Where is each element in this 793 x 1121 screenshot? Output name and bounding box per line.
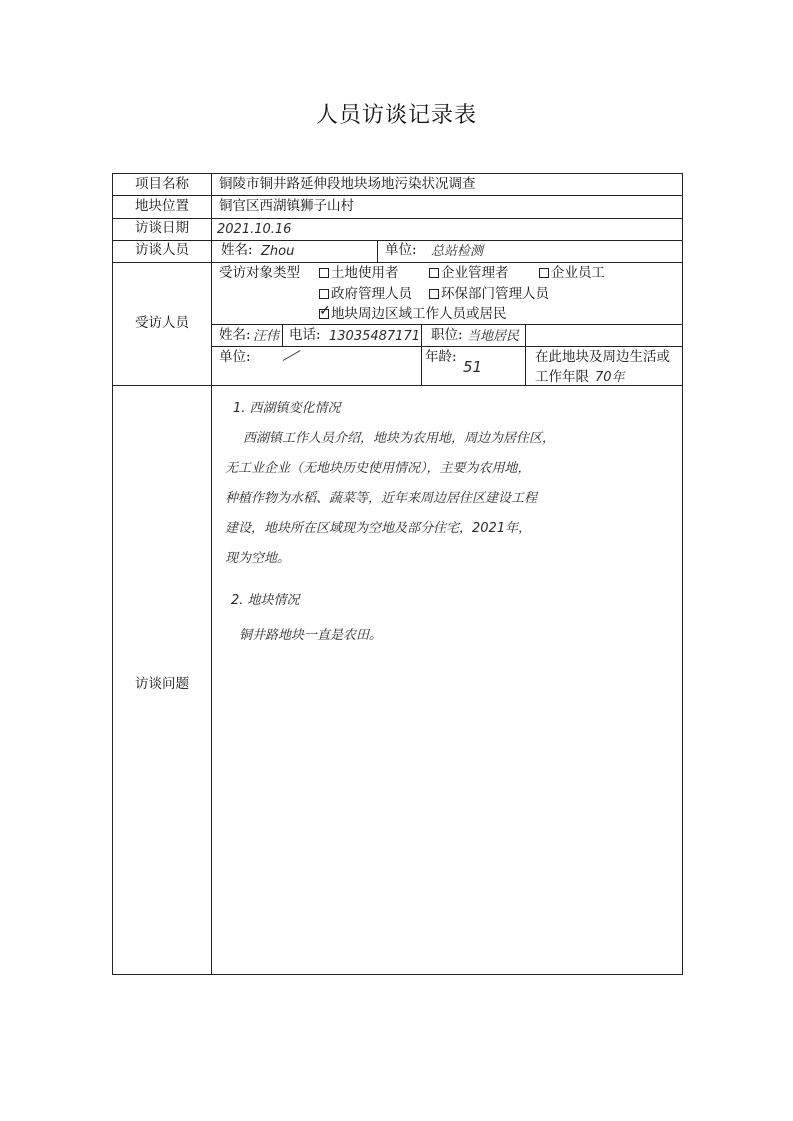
notes-line-8: 铜井路地块一直是农田。: [239, 628, 383, 643]
project-name-value: 铜陵市铜井路延伸段地块场地污染状况调查: [219, 176, 476, 192]
notes-line-2: 西湖镇工作人员介绍，地块为农用地，周边为居住区，: [243, 431, 556, 446]
years-value: 70年: [595, 370, 625, 385]
interviewee-name-value: 汪伟: [253, 329, 280, 344]
option-environmental-staff: 环保部门管理人员: [429, 288, 549, 302]
notes-line-7: 2. 地块情况: [231, 593, 300, 608]
interviewee-phone-label: 电话:: [289, 327, 321, 343]
interviewer-unit-label: 单位:: [385, 242, 417, 258]
option-government-staff: 政府管理人员: [319, 288, 412, 302]
interviewee-type-label: 受访对象类型: [219, 265, 300, 281]
option-nearby-resident: ✓地块周边区域工作人员或居民: [319, 308, 507, 322]
notes-line-5: 建设，地块所在区域现为空地及部分住宅，2021年，: [225, 521, 532, 536]
interviewee-name-label: 姓名:: [219, 327, 251, 343]
checkbox-icon[interactable]: [319, 268, 329, 278]
notes-line-1: 1. 西湖镇变化情况: [233, 401, 341, 416]
location-label: 地块位置: [135, 198, 189, 214]
date-value: 2021.10.16: [217, 222, 292, 237]
option-enterprise-manager: 企业管理者: [429, 267, 509, 281]
option-land-user: 土地使用者: [319, 267, 399, 281]
years-label-line2: 工作年限: [535, 369, 589, 385]
notes-line-3: 无工业企业（无地块历史使用情况），主要为农用地，: [225, 461, 531, 476]
checkbox-icon[interactable]: [429, 289, 439, 299]
interviewee-position-value: 当地居民: [467, 329, 520, 344]
checkbox-icon[interactable]: [319, 289, 329, 299]
notes-line-6: 现为空地。: [225, 551, 291, 566]
page-title: 人员访谈记录表: [315, 103, 477, 128]
interviewee-label: 受访人员: [135, 315, 189, 331]
interviewee-unit-label: 单位:: [219, 349, 251, 365]
notes-line-4: 种植作物为水稻、蔬菜等，近年来周边居住区建设工程: [225, 491, 538, 506]
checkbox-icon[interactable]: [539, 268, 549, 278]
years-label-line1: 在此地块及周边生活或: [535, 349, 670, 365]
interview-record-table: [112, 173, 683, 975]
option-enterprise-employee: 企业员工: [539, 267, 605, 281]
date-label: 访谈日期: [135, 220, 189, 236]
interviewer-label: 访谈人员: [135, 242, 189, 258]
interviewer-name-value: Zhou: [261, 244, 295, 259]
project-name-label: 项目名称: [135, 176, 189, 192]
questions-label: 访谈问题: [135, 676, 189, 692]
interviewer-unit-value: 总站检测: [431, 244, 484, 259]
unit-blank-mark: [283, 350, 301, 361]
location-value: 铜官区西湖镇狮子山村: [219, 198, 354, 214]
interviewee-age-label: 年龄:: [425, 349, 457, 365]
checkbox-icon[interactable]: [429, 268, 439, 278]
interviewer-name-label: 姓名:: [221, 242, 253, 258]
interviewee-phone-value: 13035487171: [329, 329, 420, 344]
interviewee-position-label: 职位:: [431, 327, 463, 343]
checked-checkbox-icon[interactable]: [319, 309, 329, 319]
interviewee-age-value: 51: [463, 358, 483, 376]
